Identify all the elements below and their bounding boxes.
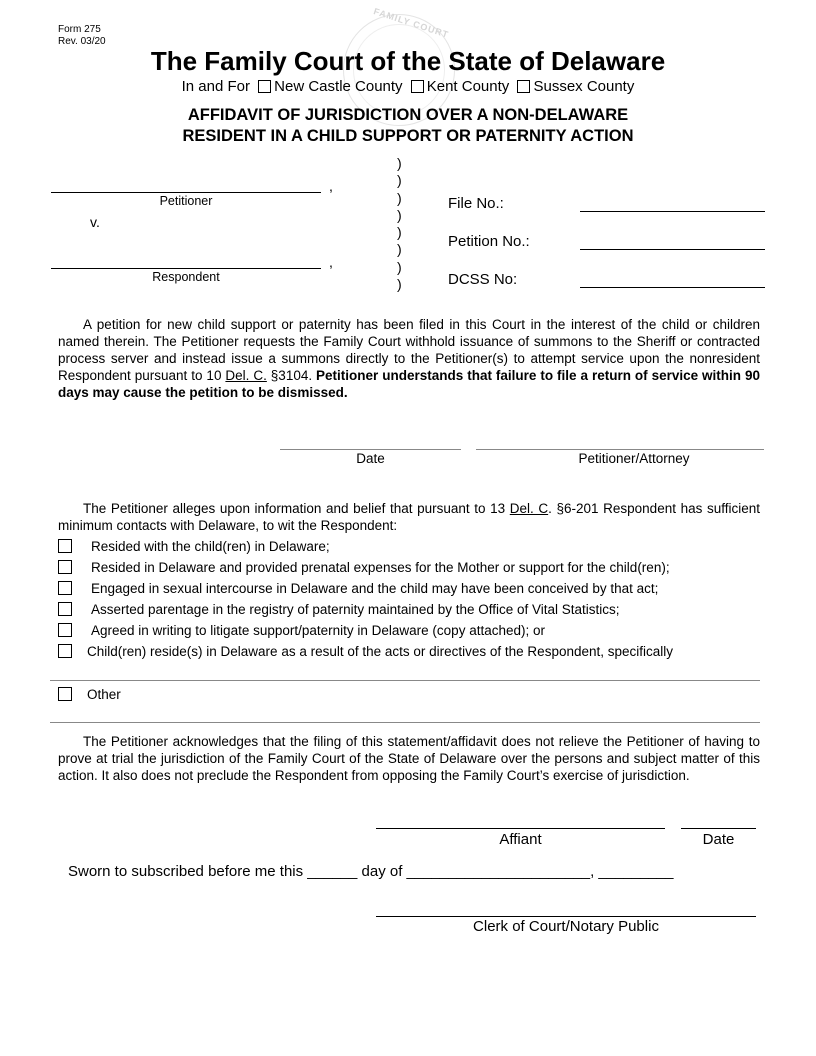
form-meta [58,24,106,48]
para1-text-b: §3104. [266,368,317,383]
contact-item [58,622,545,638]
petitioner-comma: , [329,178,333,194]
contact-checkbox[interactable] [58,623,72,637]
petitioner-label: Petitioner [159,194,213,208]
petitioner-attorney-signature-line[interactable] [476,449,764,450]
notary-signature-line[interactable] [376,916,756,917]
petitioner-name-line[interactable] [51,192,321,193]
contact-label: Asserted parentage in the registry of paternity maintained by the Office of Vital Statistics; [91,601,620,617]
date-label: Date [356,451,385,466]
para1-dismissal-warning: Petitioner understands that failure to file a return of service within 90 days may cause the petition to be dismissed. [58,368,761,400]
contact-checkbox[interactable] [58,539,72,553]
date-signature-line[interactable] [280,449,461,450]
minimum-contacts-paragraph [58,500,760,534]
new-castle-checkbox[interactable] [258,80,271,93]
contact-label: Resided with the child(ren) in Delaware; [91,538,330,554]
notary-label: Clerk of Court/Notary Public [473,918,659,935]
affiant-date-line[interactable] [681,828,756,829]
respondent-name-line[interactable] [51,268,321,269]
other-line[interactable] [50,722,760,723]
petition-no-field[interactable] [580,249,765,250]
sussex-checkbox[interactable] [517,80,530,93]
affidavit-title [120,105,696,147]
form-number: Form 275 [58,24,101,35]
contact-checkbox[interactable] [58,602,72,616]
contact-label: Agreed in writing to litigate support/paternity in Delaware (copy attached); or [91,622,545,638]
contact-item [58,601,620,617]
para1-citation: Del. C. [225,368,267,383]
contact-label: Resided in Delaware and provided prenatal expenses for the Mother or support for the child(ren); [91,559,670,575]
file-no-field[interactable] [580,211,765,212]
para2-citation: Del. C [509,501,549,516]
other-checkbox[interactable] [58,687,72,701]
new-castle-label: New Castle County [274,78,403,95]
petitioner-attorney-label: Petitioner/Attorney [578,451,690,466]
sussex-label: Sussex County [533,78,635,95]
other-item [58,686,121,702]
county-selection-row [0,78,816,95]
para2-text-a: The Petitioner alleges upon information and belief that pursuant to 13 [83,501,510,516]
contact-label: Child(ren) reside(s) in Delaware as a result of the acts or directives of the Respondent, specifically [87,643,674,659]
affiant-label: Affiant [499,831,542,848]
dcss-no-label: DCSS No: [448,271,518,288]
petition-no-label: Petition No.: [448,233,530,250]
service-request-paragraph [58,316,760,401]
contact-label: Engaged in sexual intercourse in Delaware and the child may have been conceived by that act; [91,580,659,596]
sworn-statement[interactable]: Sworn to subscribed before me this ______ day of ______________________, _________ [68,863,674,880]
affiant-date-label: Date [702,831,735,848]
affidavit-title-line1: AFFIDAVIT OF JURISDICTION OVER A NON-DELAWARE [187,106,629,124]
specifically-line[interactable] [50,680,760,681]
contact-checkbox[interactable] [58,560,72,574]
acknowledgement-paragraph [58,733,760,784]
kent-label: Kent County [426,78,510,95]
contact-item [58,538,330,554]
para2-text-b: . §6-201 Respondent has sufficient minimum contacts with Delaware, to wit the Respondent: [58,501,760,533]
acknowledgement-text: The Petitioner acknowledges that the filing of this statement/affidavit does not relieve the Petitioner of having to prove at trial the jurisdiction of the Family Court of the State of Delaware over the persons and subject matter of this action. It also does not preclude the Respondent from opposing the Family Court’s exercise of jurisdiction. [58,734,760,783]
contact-checkbox[interactable] [58,581,72,595]
file-no-label: File No.: [448,195,504,212]
respondent-label: Respondent [152,270,220,284]
form-revision: Rev. 03/20 [58,36,106,47]
contact-item [58,580,658,596]
dcss-no-field[interactable] [580,287,765,288]
contact-checkbox[interactable] [58,644,72,658]
affiant-signature-line[interactable] [376,828,665,829]
in-and-for-label: In and For [181,78,250,95]
other-label: Other [87,686,121,702]
versus-label: v. [90,214,100,230]
contact-item [58,643,673,659]
affidavit-title-line2: RESIDENT IN A CHILD SUPPORT OR PATERNITY ACTION [182,127,634,145]
kent-checkbox[interactable] [411,80,424,93]
court-seal-text: FAMILY COURT [372,6,451,40]
respondent-comma: , [329,254,333,270]
caption-parentheses: ) ) ) ) ) ) ) ) [397,155,402,293]
contact-item [58,559,670,575]
court-title: The Family Court of the State of Delaware [150,46,666,76]
para1-text-a: A petition for new child support or paternity has been filed in this Court in the interest of the child or children named therein. The Petitioner requests the Family Court withhold issuance of summons to the Sheriff or contracted process server and instead issue a summons directly to the Petitioner(s) to attempt service upon the nonresident Respondent pursuant to 10 [58,317,760,383]
